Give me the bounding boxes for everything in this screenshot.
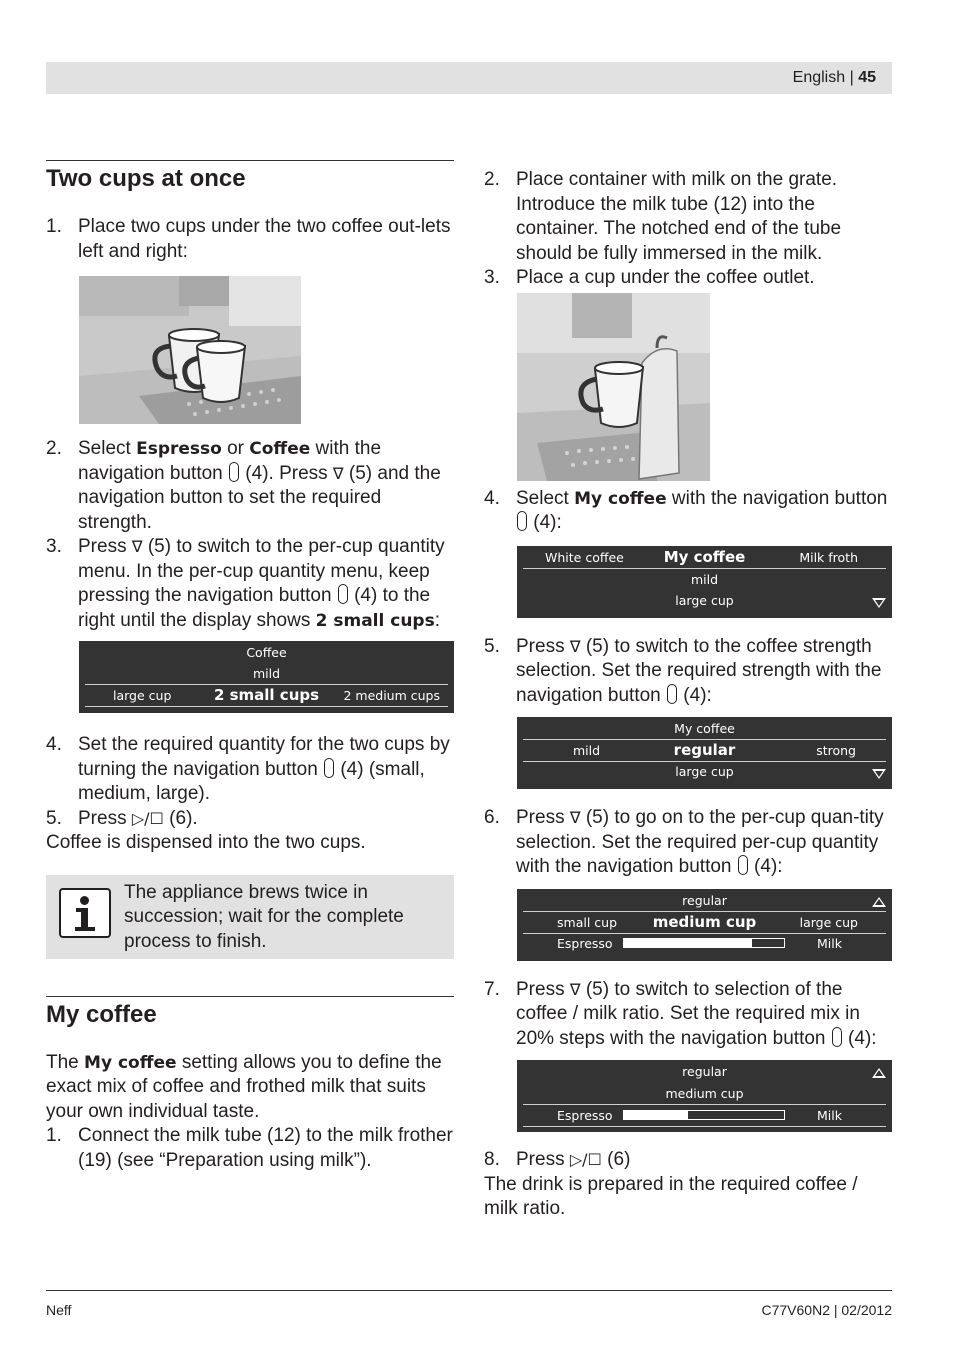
page-number: 45 <box>858 69 876 86</box>
right-column <box>484 168 892 1222</box>
cup-under-outlet-illustration <box>517 293 710 481</box>
list-item: 3. Place a cup under the coffee outlet. <box>484 267 815 288</box>
display-coffee-strength: My coffee mild regular strong large cup <box>517 717 892 789</box>
section-rule <box>46 996 454 997</box>
list-item: 7. Press ∇ (5) to switch to selection of the coffee / milk ratio. Set the required mix in 20% steps with the navigation button (4): <box>484 978 877 1049</box>
section-title-my-coffee: My coffee <box>46 1000 157 1028</box>
info-box <box>46 875 454 959</box>
ratio-bar <box>623 938 785 948</box>
down-triangle-icon: ∇ <box>569 636 581 656</box>
list-item: 1. Place two cups under the two coffee out-lets left and right: <box>46 216 451 262</box>
navigation-button-icon <box>338 584 348 604</box>
header-text <box>793 69 876 87</box>
navigation-button-icon <box>832 1027 842 1047</box>
display-cup-quantity: regular small cup medium cup large cup Espresso Milk <box>517 889 892 961</box>
two-cups-result: Coffee is dispensed into the two cups. <box>46 832 366 853</box>
info-icon <box>59 888 111 938</box>
section-title-two-cups: Two cups at once <box>46 165 246 192</box>
list-item: 5. Press ∇ (5) to switch to the coffee strength selection. Set the required strength with the navigation button (4): <box>484 635 882 706</box>
list-item: 6. Press ∇ (5) to go on to the per-cup quan-tity selection. Set the required per-cup quantity with the navigation button (4): <box>484 807 884 877</box>
footer-brand: Neff <box>46 1302 72 1318</box>
cup-under-outlet-image <box>517 293 710 481</box>
navigation-button-icon <box>324 758 334 778</box>
list-item: 1. Connect the milk tube (12) to the milk frother (19) (see “Preparation using milk”). <box>46 1125 453 1171</box>
down-triangle-icon: ∇ <box>569 808 581 827</box>
start-stop-icon: ▷/☐ <box>131 808 164 828</box>
list-item: 4. Select My coffee with the navigation button (4): <box>484 487 888 533</box>
list-item: 8. Press ▷/☐ (6) <box>484 1149 631 1170</box>
list-item: 2. Place container with milk on the grate. Introduce the milk tube (12) into the container. The notched end of the tube should be fully immersed in the milk. <box>484 169 842 264</box>
list-item: 5. Press ▷/☐ (6). <box>46 807 198 829</box>
navigation-button-icon <box>229 462 239 482</box>
header-language: English <box>792 69 846 86</box>
navigation-button-icon <box>738 855 748 875</box>
down-triangle-icon: ∇ <box>131 537 143 556</box>
list-item: 4. Set the required quantity for the two cups by turning the navigation button (4) (small, medium, large). <box>46 734 450 804</box>
navigation-button-icon <box>517 511 527 531</box>
scroll-down-icon <box>872 598 886 608</box>
header-bar <box>46 62 892 94</box>
list-item: 2. Select Espresso or Coffee with the navigation button (4). Press ∇ (5) and the navigation button to set the required strength. <box>46 438 441 533</box>
section-rule <box>46 160 454 161</box>
header-separator: | <box>849 69 854 86</box>
scroll-down-icon <box>872 769 886 779</box>
display-coffee-milk-ratio: regular medium cup Espresso Milk <box>517 1060 892 1132</box>
ratio-bar <box>623 1110 785 1120</box>
info-text: The appliance brews twice in succession; wait for the complete process to finish. <box>124 881 404 952</box>
navigation-button-icon <box>667 684 677 704</box>
footer-rule <box>46 1290 892 1291</box>
my-coffee-intro: The My coffee setting allows you to define the exact mix of coffee and frothed milk that suits your own individual taste. <box>46 1051 442 1122</box>
display-two-small-cups: Coffee mild large cup 2 small cups 2 medium cups <box>79 641 454 713</box>
scroll-up-icon <box>872 1068 886 1078</box>
footer-model: C77V60N2 | 02/2012 <box>761 1302 892 1318</box>
scroll-up-icon <box>872 897 886 907</box>
list-item: 3. Press ∇ (5) to switch to the per-cup quantity menu. In the per-cup quantity menu, keep pressing the navigation button (4) to the right until the display shows 2 small cups: <box>46 536 445 631</box>
down-triangle-icon: ∇ <box>569 979 581 999</box>
left-column <box>46 160 454 1173</box>
start-stop-icon: ▷/☐ <box>569 1150 602 1169</box>
two-cups-illustration <box>79 276 301 424</box>
two-cups-image <box>79 276 301 424</box>
display-my-coffee: White coffee My coffee Milk froth mild large cup <box>517 546 892 618</box>
my-coffee-result: The drink is prepared in the required coffee / milk ratio. <box>484 1173 858 1219</box>
down-triangle-icon: ∇ <box>332 463 344 483</box>
